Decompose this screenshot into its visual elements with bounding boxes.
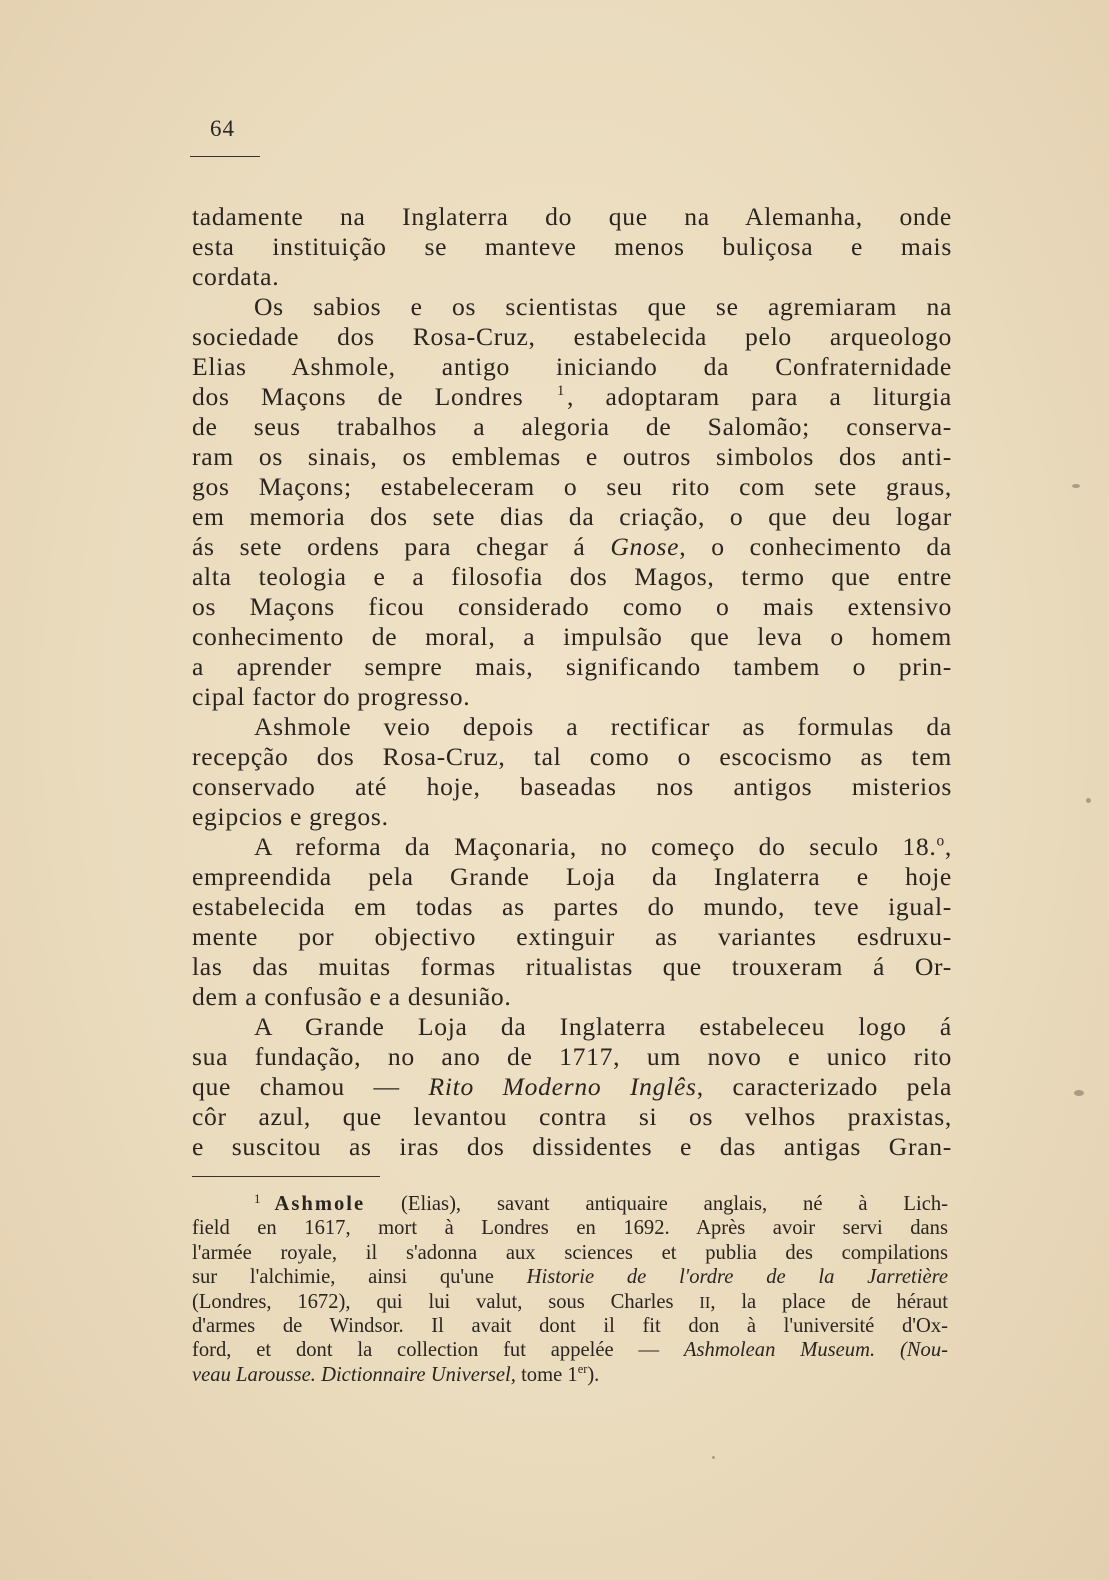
text-line: mente por objectivo extinguir as variantes esdruxu- <box>192 922 952 951</box>
text-line: gos Maçons; estabeleceram o seu rito com sete graus, <box>192 472 952 501</box>
text-line: Os sabios e os scientistas que se agremiaram na <box>254 292 952 321</box>
text-line: Elias Ashmole, antigo iniciando da Confraternidade <box>192 352 952 381</box>
text-line: esta instituição se manteve menos buliçosa e mais <box>192 232 952 261</box>
footnote-line: ford, et dont la collection fut appelée — Ashmolean Museum. (Nou- <box>192 1339 948 1362</box>
text-line: las das muitas formas ritualistas que trouxeram á Or- <box>192 952 952 981</box>
italic-title: Ashmolean Museum. (Nou- <box>683 1339 948 1362</box>
footnote-line: sur l'alchimie, ainsi qu'une Historie de l'ordre de la Jarretière <box>192 1266 948 1289</box>
text-line: ram os sinais, os emblemas e outros simbolos dos anti- <box>192 442 952 471</box>
text-line: a aprender sempre mais, significando tambem o prin- <box>192 652 952 681</box>
text-line: recepção dos Rosa-Cruz, tal como o escocismo as tem <box>192 742 952 771</box>
footnote <box>192 1192 948 1387</box>
paper-speck <box>1072 484 1080 488</box>
text-line: cordata. <box>192 262 280 291</box>
ordinal-mark: o <box>936 832 945 850</box>
footnote-mark: 1 <box>254 1191 261 1206</box>
text-line: conservado até hoje, baseadas nos antigos misterios <box>192 772 952 801</box>
italic-title: Historie de l'ordre de la Jarretière <box>526 1266 948 1289</box>
footnote-line: veau Larousse. Dictionnaire Universel, tome 1er). <box>192 1361 600 1386</box>
footnote-name: Ashmole <box>274 1193 366 1215</box>
footnote-line: $^1$ Ashmole (Elias), savant antiquaire anglais, né à Lich- <box>254 1191 948 1215</box>
text-line: e suscitou as iras dos dissidentes e das antigas Gran- <box>192 1132 952 1161</box>
text-line: estabelecida em todas as partes do mundo, teve igual- <box>192 892 952 921</box>
text-line: de seus trabalhos a alegoria de Salomão; conserva- <box>192 412 952 441</box>
text-line: alta teologia e a filosofia dos Magos, termo que entre <box>192 562 952 591</box>
footnote-line: field en 1617, mort à Londres en 1692. Après avoir servi dans <box>192 1217 948 1240</box>
small-caps-numeral: II <box>699 1292 711 1312</box>
text-line: sua fundação, no ano de 1717, um novo e unico rito <box>192 1042 952 1071</box>
text-line: ás sete ordens para chegar á Gnose, o conhecimento da <box>192 532 952 561</box>
text-line: que chamou — Rito Moderno Inglês, caracterizado pela <box>192 1072 953 1101</box>
text-line: côr azul, que levantou contra si os velhos praxistas, <box>192 1102 952 1131</box>
text-line: sociedade dos Rosa-Cruz, estabelecida pelo arqueologo <box>192 322 952 351</box>
text-line: cipal factor do progresso. <box>192 682 471 711</box>
footnote-reference: 1 <box>556 383 566 399</box>
main-text <box>192 202 952 1162</box>
text-line: A reforma da Maçonaria, no começo do seculo 18.$^o$, <box>254 832 952 861</box>
text-line: egipcios e gregos. <box>192 802 389 831</box>
text-line: dos Maçons de Londres $^1$, adoptaram para a liturgia <box>192 382 952 411</box>
text-line: os Maçons ficou considerado como o mais extensivo <box>192 592 952 621</box>
text-line: em memoria dos sete dias da criação, o que deu logar <box>192 502 952 531</box>
paper-speck <box>1074 1090 1084 1096</box>
footnote-line: d'armes de Windsor. Il avait dont il fit don à l'université d'Ox- <box>192 1314 948 1337</box>
text-line: Ashmole veio depois a rectificar as formulas da <box>254 712 952 741</box>
italic-title: veau Larousse. Dictionnaire Universel, <box>192 1363 516 1386</box>
italic-term: Gnose <box>610 532 680 561</box>
footnote-rule <box>192 1176 380 1177</box>
superscript: er <box>577 1361 588 1376</box>
text-line: empreendida pela Grande Loja da Inglaterra e hoje <box>192 862 952 891</box>
text-line: tadamente na Inglaterra do que na Alemanha, onde <box>192 202 952 231</box>
footnote-line: l'armée royale, il s'adonna aux sciences et publia des compilations <box>192 1241 948 1264</box>
page-number: 64 <box>210 116 235 141</box>
header-rule <box>190 156 260 157</box>
paper-speck <box>1086 798 1091 803</box>
paper-speck <box>712 1456 715 1459</box>
text-line: A Grande Loja da Inglaterra estabeleceu logo á <box>254 1012 952 1041</box>
text-line: dem a confusão e a desunião. <box>192 982 512 1011</box>
footnote-line: (Londres, 1672), qui lui valut, sous Charles II, la place de héraut <box>192 1290 949 1313</box>
italic-term: Rito Moderno Inglês <box>428 1072 697 1101</box>
text-line: conhecimento de moral, a impulsão que leva o homem <box>192 622 952 651</box>
